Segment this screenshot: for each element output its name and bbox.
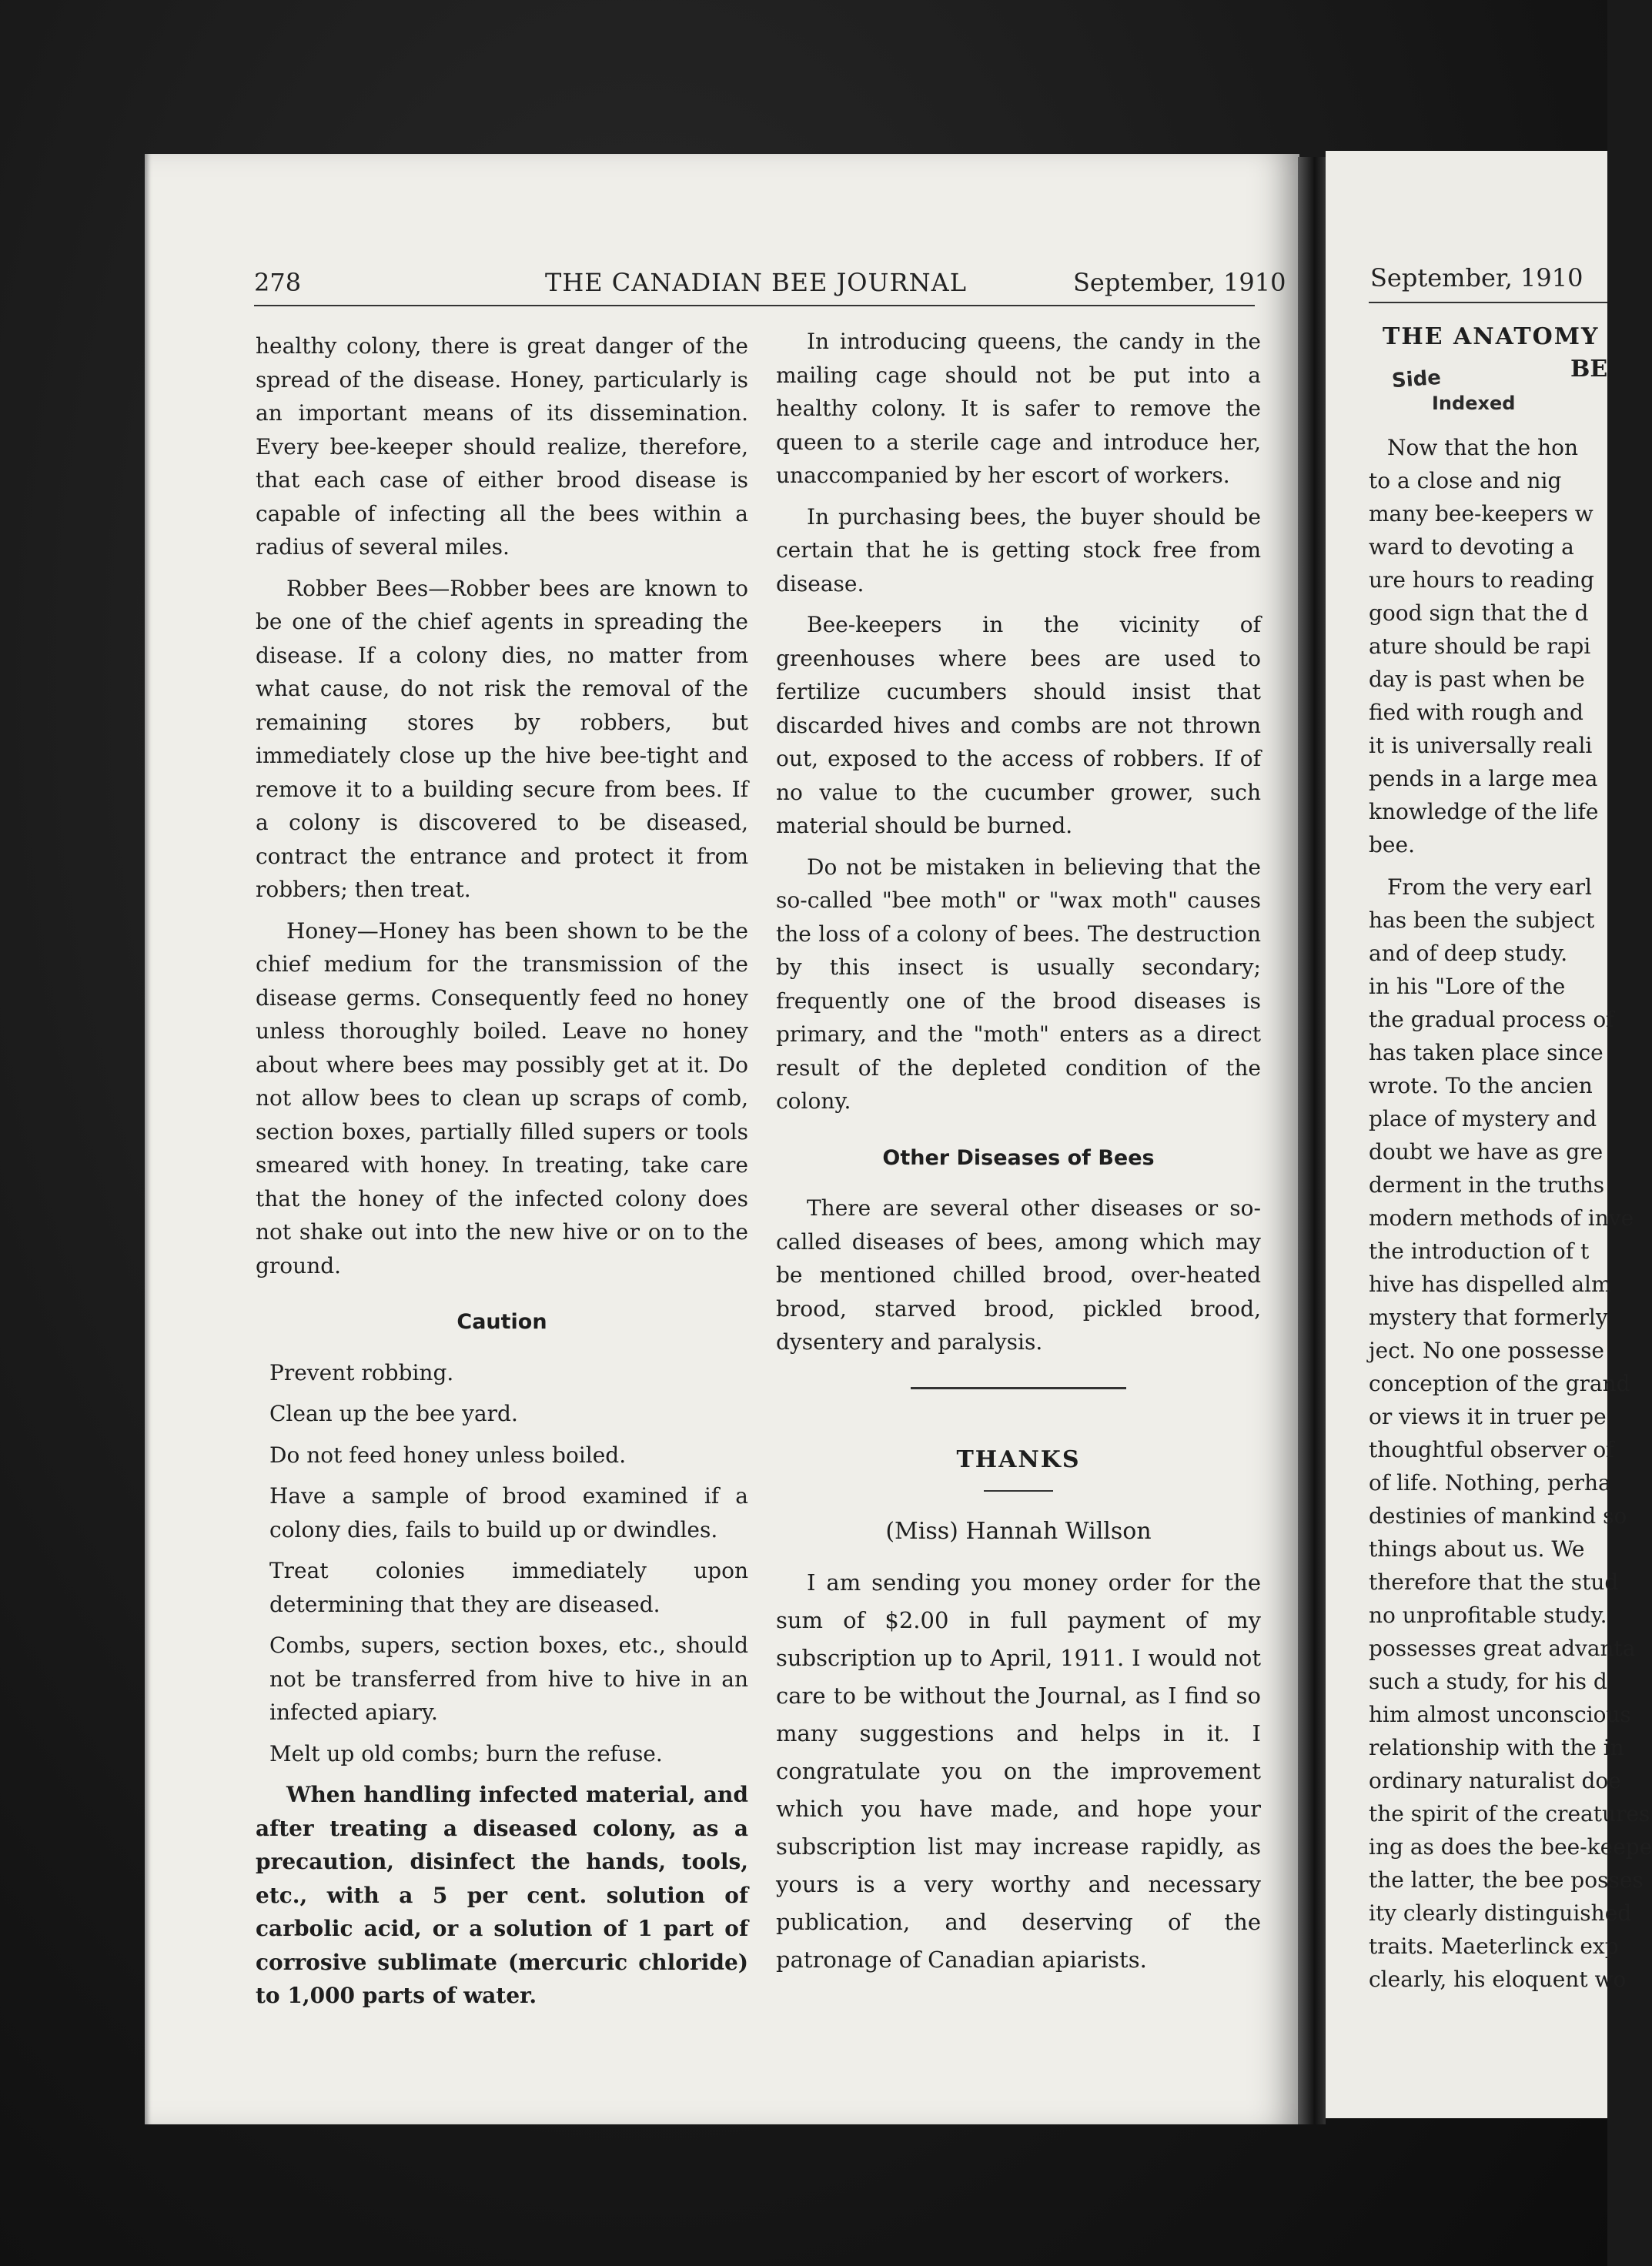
paragraph: In purchasing bees, the buyer should be certain that he is getting stock free from disease. (776, 503, 1261, 597)
page-number: 278 (254, 268, 302, 297)
paragraph: In introducing queens, the candy in the mailing cage should not be put into a healthy colony. It is safer to remove the queen to a sterile cage and introduce her, unaccompanied by her escort of workers. (776, 329, 1261, 488)
text-line: modern methods of inve (1369, 1205, 1634, 1231)
paragraph: Bee-keepers in the vicinity of greenhouses where bees are used to fertilize cucumbers should insist that discarded hives and combs are not thrown out, exposed to the access of robbers. If of no value to the cucumber grower, such material should be burned. (776, 612, 1261, 838)
caution-item: Prevent robbing. (269, 1359, 454, 1385)
text-line: pends in a large mea (1369, 766, 1598, 791)
caution-item: Melt up old combs; burn the refuse. (269, 1740, 663, 1766)
text-line: derment in the truths (1369, 1172, 1605, 1198)
side-stamp: Side (1391, 366, 1442, 393)
caution-item: Do not feed honey unless boiled. (269, 1442, 627, 1468)
text-line: destinies of mankind so (1369, 1503, 1627, 1529)
indexed-stamp: Indexed (1432, 393, 1516, 414)
caution-heading: Caution (456, 1310, 547, 1334)
left-page-date: September, 1910 (1073, 268, 1286, 297)
right-page-title: THE ANATOMY (1383, 323, 1600, 350)
text-line: in his "Lore of the (1369, 974, 1566, 999)
paragraph: Robber Bees—Robber bees are known to be one of the chief agents in spreading the disease. If a colony dies, no matter from what cause, do not risk the removal of the remaining stores by robbers, but immediately close up the hive bee-tight and remove it to a building secure from bees. If a colony is discovered to be diseased, contract the entrance and protect it from robbers; then treat. (256, 575, 748, 902)
paragraph: healthy colony, there is great danger of the spread of the disease. Honey, particularly is an important means of its dissemination. Every bee-keeper should realize, therefore, that each case of either brood disease is capable of infecting all the bees within a radius of several miles. (256, 333, 748, 560)
paragraph: There are several other diseases or so-called diseases of bees, among which may be mentioned chilled brood, over-heated brood, starved brood, pickled brood, dysentery and paralysis. (776, 1195, 1261, 1355)
paragraph: When handling infected material, and after treating a diseased colony, as a precaution, disinfect the hands, tools, etc., with a 5 per cent. solution of carbolic acid, or a solution of 1 part of corrosive sublimate (mercuric chloride) to 1,000 parts of water. (256, 1782, 748, 2008)
text-line: the spirit of the creatures (1369, 1801, 1650, 1827)
text-line: wrote. To the ancien (1369, 1073, 1593, 1098)
text-line: ward to devoting a (1369, 534, 1574, 560)
caution-item: Treat colonies immediately upon determining that they are diseased. (269, 1558, 748, 1617)
right-page-date: September, 1910 (1370, 263, 1583, 292)
text-line: ure hours to reading (1369, 567, 1594, 593)
text-line: mystery that formerly (1369, 1305, 1608, 1330)
text-line: Now that the hon (1387, 435, 1579, 460)
text-line: ature should be rapi (1369, 633, 1591, 659)
text-line: bee. (1369, 832, 1415, 857)
text-line: the introduction of t (1369, 1238, 1590, 1264)
text-line: such a study, for his d (1369, 1669, 1607, 1694)
short-divider (984, 1490, 1053, 1492)
text-line: place of mystery and (1369, 1106, 1597, 1131)
text-line: the gradual process of (1369, 1007, 1614, 1032)
paragraph: I am sending you money order for the sum of $2.00 in full payment of my subscription up to April, 1911. I would not care to be without the Journal, as I find so many suggestions and helps in it. I congratulate you on the improvement which you have made, and hope your subscription list may increase rapidly, as yours is a very worthy and necessary publication, and deserving of the patronage of Canadian apiarists. (776, 1569, 1261, 1973)
text-line: knowledge of the life (1369, 799, 1599, 824)
text-line: ity clearly distinguished (1369, 1900, 1632, 1926)
book-gutter (1298, 157, 1326, 2124)
paragraph: Do not be mistaken in believing that the so-called "bee moth" or "wax moth" causes the loss of a colony of bees. The destruction by this insect is usually secondary; frequently one of the brood diseases is primary, and the "moth" enters as a direct result of the depleted condition of the colony. (776, 854, 1261, 1114)
text-line: things about us. We (1369, 1536, 1585, 1562)
text-line: or views it in truer pe (1369, 1404, 1607, 1429)
caution-item: Clean up the bee yard. (269, 1401, 518, 1426)
text-line: hive has dispelled alm (1369, 1272, 1612, 1297)
text-line: him almost unconscious (1369, 1702, 1631, 1727)
text-line: doubt we have as gre (1369, 1139, 1604, 1165)
text-line: From the very earl (1387, 874, 1592, 900)
text-line: has been the subject (1369, 907, 1595, 933)
text-line: possesses great advanta (1369, 1636, 1636, 1661)
other-diseases-heading: Other Diseases of Bees (882, 1145, 1155, 1170)
text-line: of life. Nothing, perha (1369, 1470, 1611, 1496)
caution-item: Have a sample of brood examined if a colony dies, fails to build up or dwindles. (269, 1483, 748, 1542)
text-line: no unprofitable study. (1369, 1603, 1607, 1628)
right-page-column (1369, 431, 1652, 1996)
caution-item: Combs, supers, section boxes, etc., should not be transferred from hive to hive in an infected apiary. (269, 1633, 748, 1725)
text-line: fied with rough and (1369, 700, 1583, 725)
text-line: ordinary naturalist doe (1369, 1768, 1621, 1793)
text-line: good sign that the d (1369, 600, 1589, 626)
text-line: clearly, his eloquent wo (1369, 1967, 1627, 1992)
text-line: ing as does the bee-keepe (1369, 1834, 1652, 1860)
text-line: conception of the grand (1369, 1371, 1630, 1396)
text-line: therefore that the stud (1369, 1569, 1619, 1595)
text-line: traits. Maeterlinck exp (1369, 1933, 1619, 1959)
paragraph: Honey—Honey has been shown to be the chief medium for the transmission of the disease germs. Consequently feed no honey unless thoroughly boiled. Leave no honey about where bees may possibly get at it. Do not allow bees to clean up scraps of comb, section boxes, partially filled supers or tools smeared with honey. In treating, take care that the honey of the infected colony does not shake out into the new hive or on to the ground. (256, 917, 748, 1278)
text-line: ject. No one possesse (1369, 1338, 1605, 1363)
text-line: it is universally reali (1369, 733, 1593, 758)
section-divider (911, 1387, 1126, 1389)
right-page-title-continued: BE (1570, 356, 1608, 383)
text-line: the latter, the bee posses (1369, 1867, 1644, 1893)
right-column (776, 325, 1261, 1987)
header-rule (254, 305, 1255, 306)
right-header-rule (1369, 302, 1607, 303)
text-line: thoughtful observer of (1369, 1437, 1614, 1462)
text-line: day is past when be (1369, 667, 1585, 692)
thanks-heading: THANKS (956, 1445, 1081, 1473)
journal-title: THE CANADIAN BEE JOURNAL (545, 268, 967, 297)
thanks-author: (Miss) Hannah Willson (885, 1518, 1152, 1545)
text-line: to a close and nig (1369, 468, 1562, 493)
text-line: has taken place since (1369, 1040, 1604, 1065)
text-line: and of deep study. (1369, 941, 1568, 966)
left-column (256, 329, 748, 2020)
text-line: many bee-keepers w (1369, 501, 1593, 526)
text-line: relationship with the in (1369, 1735, 1624, 1760)
